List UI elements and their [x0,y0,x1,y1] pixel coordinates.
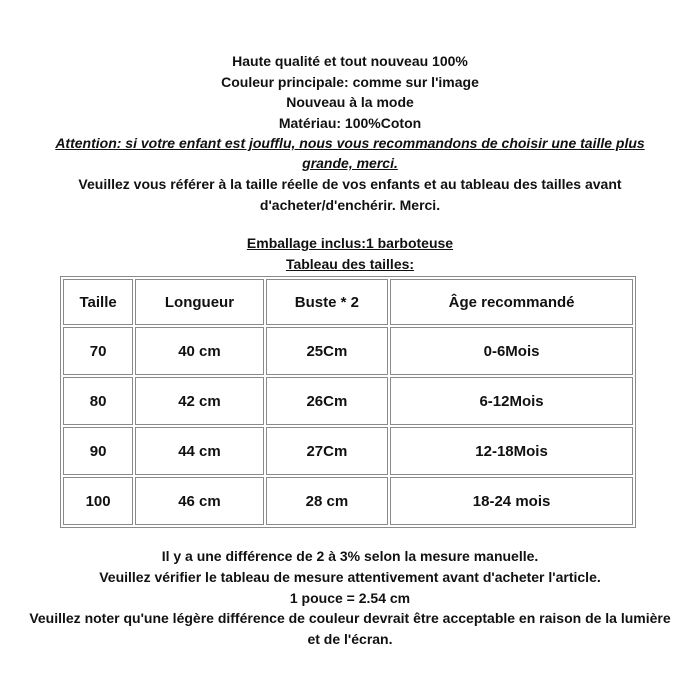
size-reference-line-1: Veuillez vous référer à la taille réelle de vos enfants et au tableau des tailles avant [78,176,622,192]
material-text: Matériau: 100%Coton [278,115,422,131]
cell-length: 42 cm [135,377,263,425]
column-header-size: Taille [63,279,133,325]
table-header-row [63,279,633,325]
attention-notice-line-1: Attention: si votre enfant est joufflu, nous vous recommandons de choisir une taille plus [55,135,645,151]
fashion-text: Nouveau à la mode [286,94,414,110]
cell-age: 0-6Mois [390,327,633,375]
measurement-difference-note: Il y a une différence de 2 à 3% selon la mesure manuelle. [161,548,539,564]
quality-text: Haute qualité et tout nouveau 100% [232,53,468,69]
cell-length: 44 cm [135,427,263,475]
cell-age: 18-24 mois [390,477,633,525]
size-reference-line-2: d'acheter/d'enchérir. Merci. [259,197,441,213]
cell-size: 100 [63,477,133,525]
cell-length: 46 cm [135,477,263,525]
cell-age: 12-18Mois [390,427,633,475]
cell-length: 40 cm [135,327,263,375]
cell-bust: 26Cm [266,377,388,425]
table-row [63,327,633,375]
size-table-title: Tableau des tailles: [285,256,415,272]
color-difference-note-line-2: et de l'écran. [307,631,393,647]
column-header-length: Longueur [135,279,263,325]
table-row [63,377,633,425]
column-header-bust: Buste * 2 [266,279,388,325]
cell-size: 70 [63,327,133,375]
table-row [63,477,633,525]
check-measurement-note: Veuillez vérifier le tableau de mesure attentivement avant d'acheter l'article. [99,569,601,585]
attention-notice-line-2: grande, merci. [302,155,398,171]
cell-bust: 25Cm [266,327,388,375]
table-row [63,427,633,475]
inch-conversion-note: 1 pouce = 2.54 cm [289,590,411,606]
cell-size: 90 [63,427,133,475]
size-chart-table [60,276,636,528]
package-contents: Emballage inclus:1 barboteuse [246,235,454,251]
cell-size: 80 [63,377,133,425]
cell-age: 6-12Mois [390,377,633,425]
column-header-age: Âge recommandé [390,279,633,325]
cell-bust: 27Cm [266,427,388,475]
main-color-text: Couleur principale: comme sur l'image [221,74,479,90]
cell-bust: 28 cm [266,477,388,525]
color-difference-note-line-1: Veuillez noter qu'une légère différence de couleur devrait être acceptable en raison de la lumière [29,610,671,626]
